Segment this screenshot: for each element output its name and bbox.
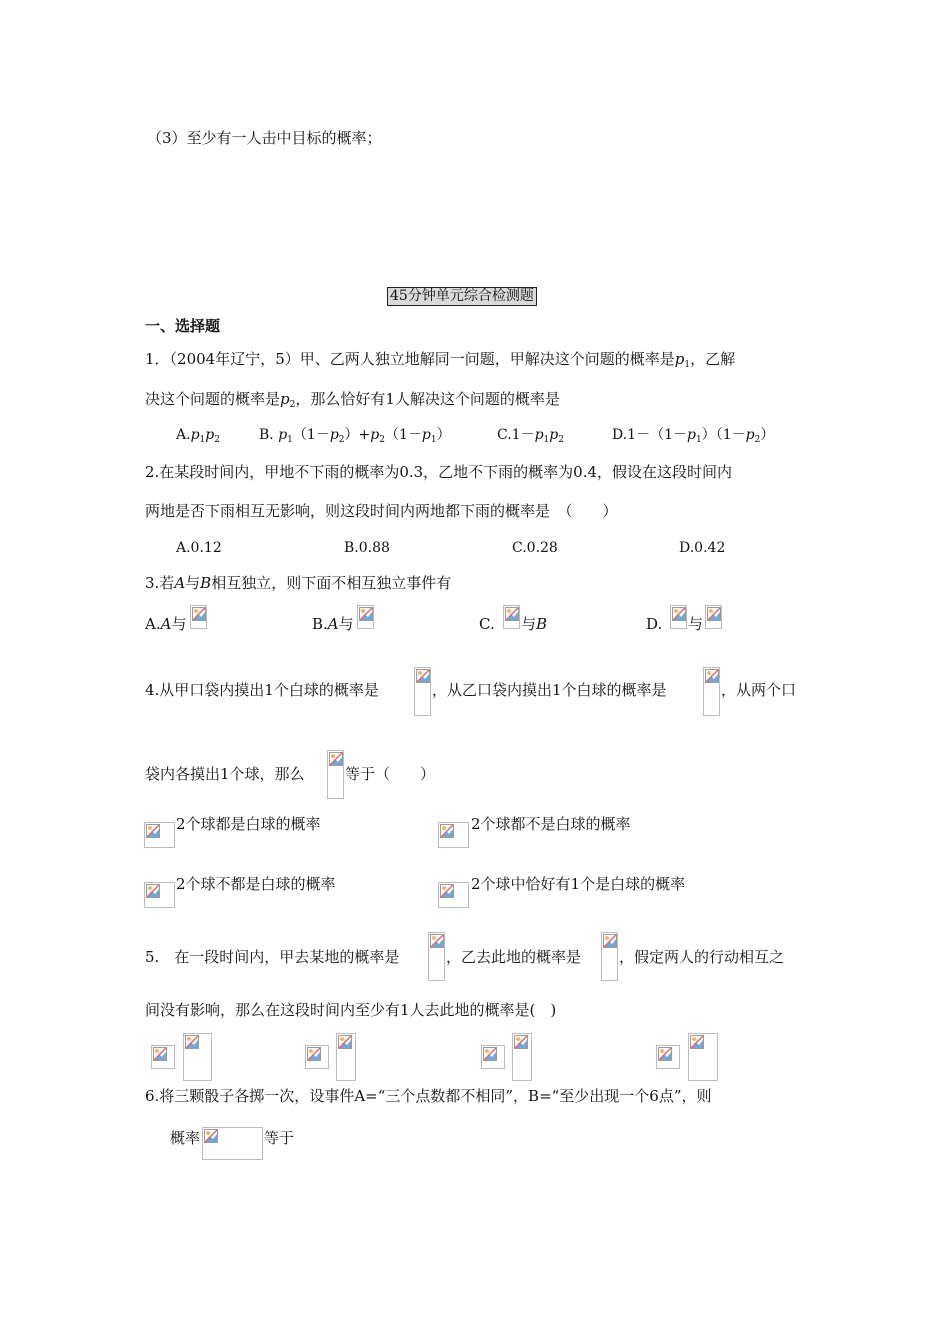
q2-option-a: A.0.12 xyxy=(176,540,222,556)
q5-line1-a: 5. 在一段时间内，甲去某地的概率是 xyxy=(145,948,400,966)
formula-image-icon xyxy=(414,667,431,716)
q5-line1-b: ，乙去此地的概率是 xyxy=(446,948,582,966)
q2-line2: 两地是否下雨相互无影响，则这段时间内两地都下雨的概率是 （ ） xyxy=(145,502,618,520)
q4-option-b: 2个球都不是白球的概率 xyxy=(471,815,631,833)
q2-option-d: D.0.42 xyxy=(679,540,726,556)
formula-image-icon xyxy=(327,750,344,799)
option-image-icon xyxy=(151,1045,175,1069)
q6-line2-a: 概率 xyxy=(170,1129,201,1147)
q1-line1: 1．（2004年辽宁，5）甲、乙两人独立地解同一问题，甲解决这个问题的概率是$p_1$，乙解 xyxy=(145,350,736,370)
option-image-icon xyxy=(438,822,469,848)
formula-image-icon xyxy=(503,605,520,629)
q6-line2-b: 等于 xyxy=(264,1129,295,1147)
q2-option-c: C.0.28 xyxy=(512,540,558,556)
q4-line2-b: 等于（ ） xyxy=(345,765,436,783)
formula-image-icon xyxy=(670,605,687,629)
formula-image-icon xyxy=(705,605,722,629)
q3-option-a: A.A与 xyxy=(145,615,187,633)
q3-option-d-label: D. xyxy=(646,615,663,633)
q4-option-a: 2个球都是白球的概率 xyxy=(176,815,321,833)
q4-option-c: 2个球不都是白球的概率 xyxy=(176,875,336,893)
q4-line2-a: 袋内各摸出1个球，那么 xyxy=(145,765,305,783)
q6-line1: 6.将三颗骰子各掷一次，设事件A=“三个点数都不相同”，B=“至少出现一个6点”，则 xyxy=(145,1087,712,1105)
q3-option-d-with: 与 xyxy=(688,615,704,633)
q3-option-c-text: 与B xyxy=(521,615,548,633)
q4-option-d: 2个球中恰好有1个是白球的概率 xyxy=(471,875,686,893)
q3-line1: 3.若A与B相互独立，则下面不相互独立事件有 xyxy=(145,574,452,592)
section-heading: 一、选择题 xyxy=(145,317,221,335)
formula-image-icon xyxy=(202,1127,263,1160)
q1-line2: 决这个问题的概率是$p_2$，那么恰好有1人解决这个问题的概率是 xyxy=(145,390,560,410)
option-image-icon xyxy=(656,1045,680,1069)
option-image-icon xyxy=(688,1033,718,1081)
option-image-icon xyxy=(305,1045,329,1069)
option-image-icon xyxy=(438,882,469,908)
q4-line1-c: ，从两个口 xyxy=(721,681,797,699)
q4-line1-b: ，从乙口袋内摸出1个白球的概率是 xyxy=(432,681,667,699)
formula-image-icon xyxy=(190,605,207,629)
option-image-icon xyxy=(481,1045,505,1069)
part3-text: （3）至少有一人击中目标的概率； xyxy=(147,129,382,147)
option-image-icon xyxy=(144,882,175,908)
formula-image-icon xyxy=(428,932,445,981)
q1-option-a: $A.p_1p_2$ xyxy=(176,427,220,445)
q5-line2: 间没有影响，那么在这段时间内至少有1人去此地的概率是( ) xyxy=(145,1001,557,1019)
q2-option-b: B.0.88 xyxy=(344,540,390,556)
q2-line1: 2.在某段时间内，甲地不下雨的概率为0.3，乙地不下雨的概率为0.4，假设在这段时间内 xyxy=(145,463,733,481)
formula-image-icon xyxy=(357,605,374,629)
option-image-icon xyxy=(183,1033,212,1081)
q5-line1-c: ，假定两人的行动相互之 xyxy=(619,948,785,966)
q1-option-c: $C.1-p_1p_2$ xyxy=(497,427,564,445)
formula-image-icon xyxy=(703,667,720,716)
test-title: 45分钟单元综合检测题 xyxy=(387,287,537,306)
q3-option-b: B.A与 xyxy=(312,615,354,633)
q3-option-c-label: C. xyxy=(479,615,495,633)
q1-option-b: B. $p_1(1-p_2)+p_2(1-p_1)$ xyxy=(259,427,451,445)
option-image-icon xyxy=(512,1033,532,1081)
option-image-icon xyxy=(336,1033,356,1081)
option-image-icon xyxy=(144,822,175,848)
q4-line1-a: 4.从甲口袋内摸出1个白球的概率是 xyxy=(145,681,379,699)
q1-option-d: $D.1-(1-p_1)(1-p_2)$ xyxy=(612,427,775,445)
formula-image-icon xyxy=(601,932,618,981)
